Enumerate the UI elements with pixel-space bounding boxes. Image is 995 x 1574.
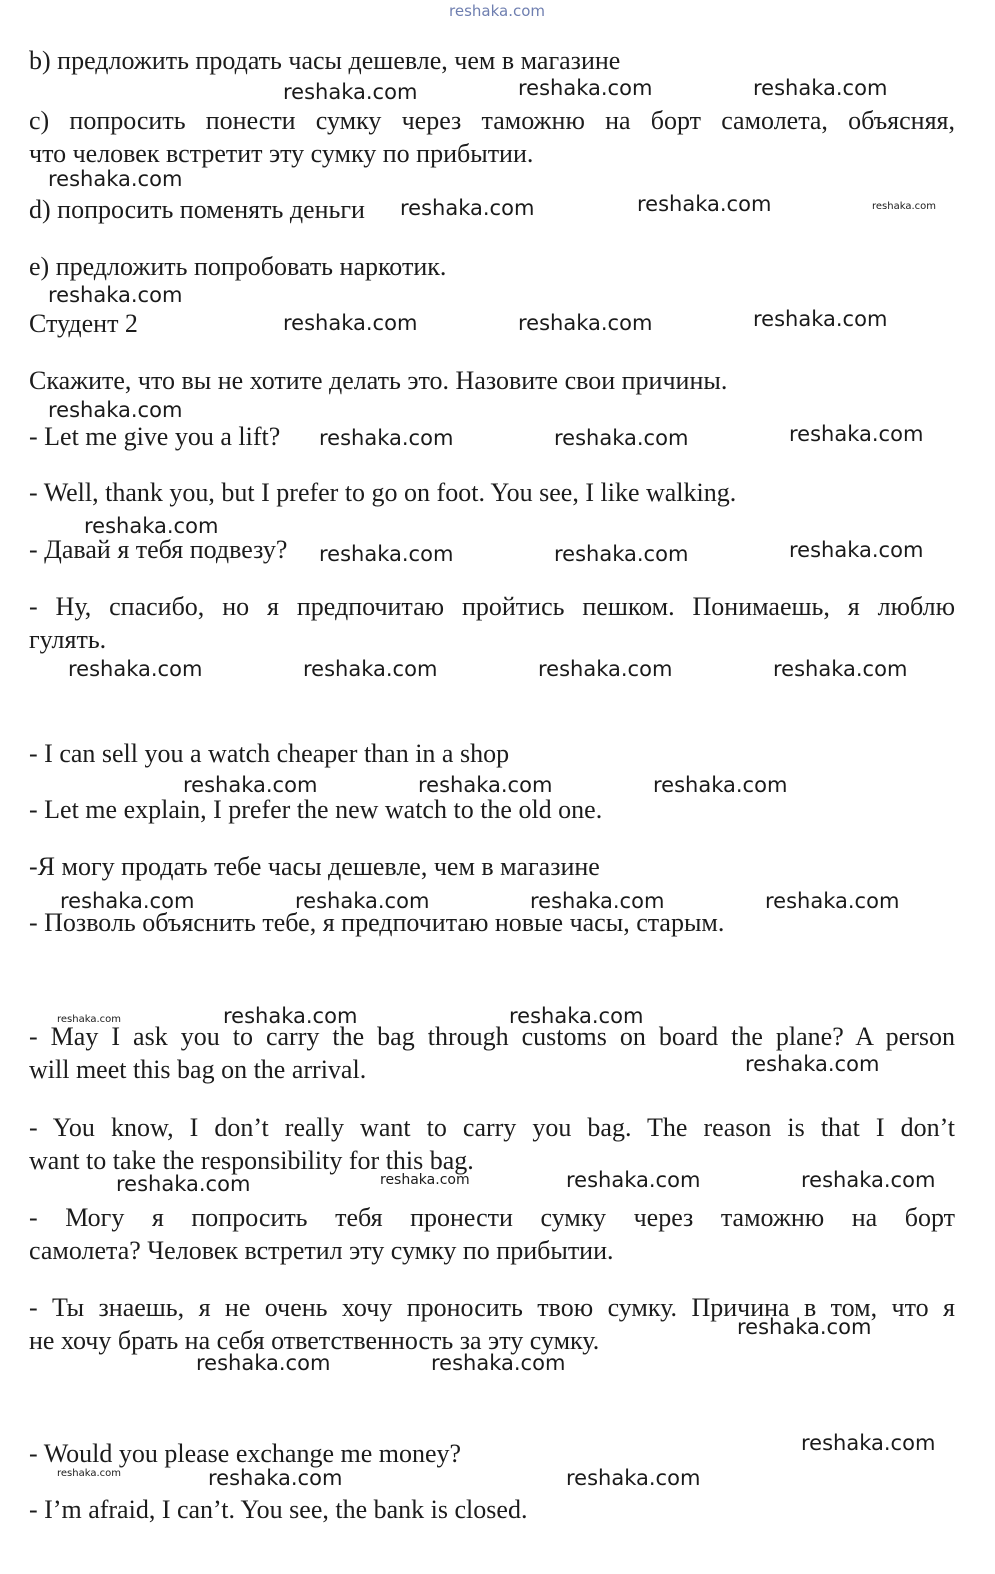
watermark: reshaka.com — [518, 311, 653, 335]
dialogue-line: - Ну, спасибо, но я предпочитаю пройтись пешком. Понимаешь, я люблю — [29, 592, 955, 621]
watermark: reshaka.com — [183, 773, 318, 797]
watermark: reshaka.com — [418, 773, 553, 797]
watermark: reshaka.com — [400, 196, 535, 220]
watermark: reshaka.com — [518, 76, 653, 100]
dialogue-line: - I’m afraid, I can’t. You see, the bank is closed. — [29, 1495, 528, 1524]
watermark: reshaka.com — [48, 398, 183, 422]
dialogue-line: - Would you please exchange me money? — [29, 1439, 462, 1468]
watermark: reshaka.com — [753, 76, 888, 100]
watermark: reshaka.com — [872, 201, 936, 212]
dialogue-line: - Могу я попросить тебя пронести сумку через таможню на борт — [29, 1203, 955, 1232]
watermark: reshaka.com — [380, 1172, 470, 1188]
dialogue-line: - You know, I don’t really want to carry you bag. The reason is that I don’t — [29, 1113, 955, 1142]
watermark: reshaka.com — [295, 889, 430, 913]
dialogue-line: - Well, thank you, but I prefer to go on foot. You see, I like walking. — [29, 478, 737, 507]
watermark: reshaka.com — [554, 542, 689, 566]
student-heading: Студент 2 — [29, 309, 138, 338]
dialogue-line: - Let me explain, I prefer the new watch to the old one. — [29, 795, 603, 824]
watermark: reshaka.com — [745, 1052, 880, 1076]
watermark: reshaka.com — [48, 283, 183, 307]
instruction-text: Скажите, что вы не хотите делать это. Назовите свои причины. — [29, 366, 728, 395]
watermark: reshaka.com — [431, 1351, 566, 1375]
watermark: reshaka.com — [773, 657, 908, 681]
text-line-d: d) попросить поменять деньги — [29, 195, 365, 224]
text-line-e: e) предложить попробовать наркотик. — [29, 252, 447, 281]
watermark: reshaka.com — [566, 1466, 701, 1490]
watermark: reshaka.com — [60, 889, 195, 913]
watermark: reshaka.com — [765, 889, 900, 913]
watermark: reshaka.com — [566, 1168, 701, 1192]
watermark: reshaka.com — [116, 1172, 251, 1196]
dialogue-line: -Я могу продать тебе часы дешевле, чем в магазине — [29, 852, 600, 881]
dialogue-line: - May I ask you to carry the bag through customs on board the plane? A person — [29, 1022, 955, 1051]
watermark: reshaka.com — [68, 657, 203, 681]
watermark: reshaka.com — [737, 1315, 872, 1339]
dialogue-line: - Ты знаешь, я не очень хочу проносить твою сумку. Причина в том, что я — [29, 1293, 955, 1322]
watermark: reshaka.com — [801, 1168, 936, 1192]
watermark: reshaka.com — [319, 542, 454, 566]
watermark: reshaka.com — [789, 422, 924, 446]
watermark: reshaka.com — [530, 889, 665, 913]
dialogue-line: - Позволь объяснить тебе, я предпочитаю новые часы, старым. — [29, 908, 725, 937]
watermark: reshaka.com — [303, 657, 438, 681]
watermark: reshaka.com — [801, 1431, 936, 1455]
dialogue-line-cont: гулять. — [29, 625, 107, 654]
dialogue-line-cont: самолета? Человек встретил эту сумку по прибытии. — [29, 1236, 614, 1265]
watermark: reshaka.com — [283, 80, 418, 104]
watermark: reshaka.com — [554, 426, 689, 450]
watermark: reshaka.com — [637, 192, 772, 216]
watermark: reshaka.com — [196, 1351, 331, 1375]
watermark: reshaka.com — [84, 514, 219, 538]
dialogue-line: - Let me give you a lift? — [29, 422, 281, 451]
watermark: reshaka.com — [789, 538, 924, 562]
watermark: reshaka.com — [653, 773, 788, 797]
watermark: reshaka.com — [283, 311, 418, 335]
watermark: reshaka.com — [319, 426, 454, 450]
dialogue-line-cont: will meet this bag on the arrival. — [29, 1055, 367, 1084]
dialogue-line: - Давай я тебя подвезу? — [29, 535, 288, 564]
watermark: reshaka.com — [57, 1468, 121, 1479]
watermark: reshaka.com — [208, 1466, 343, 1490]
watermark: reshaka.com — [538, 657, 673, 681]
watermark: reshaka.com — [509, 1004, 644, 1028]
header-watermark: reshaka.com — [449, 2, 545, 20]
text-line-c-cont: что человек встретит эту сумку по прибытии. — [29, 139, 534, 168]
watermark: reshaka.com — [48, 167, 183, 191]
dialogue-line: - I can sell you a watch cheaper than in a shop — [29, 739, 510, 768]
text-line-c: c) попросить понести сумку через таможню на борт самолета, объясняя, — [29, 106, 955, 135]
dialogue-line-cont: не хочу брать на себя ответственность за эту сумку. — [29, 1326, 600, 1355]
watermark: reshaka.com — [753, 307, 888, 331]
watermark: reshaka.com — [223, 1004, 358, 1028]
dialogue-line-cont: want to take the responsibility for this bag. — [29, 1146, 474, 1175]
text-line-b: b) предложить продать часы дешевле, чем в магазине — [29, 46, 621, 75]
watermark: reshaka.com — [57, 1014, 121, 1025]
